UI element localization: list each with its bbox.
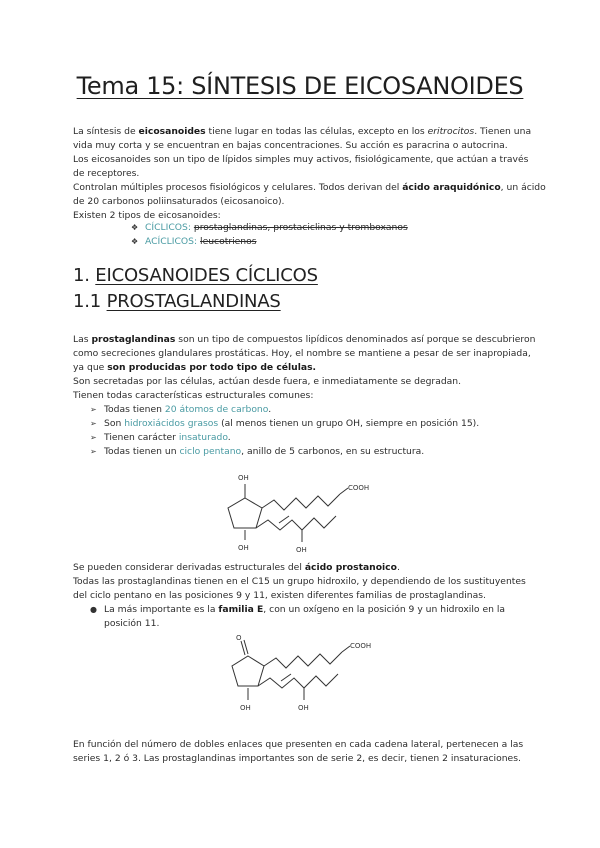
pg-line-4: Son secretadas por las células, actúan desde fuera, e inmediatamente se degradan. <box>73 376 462 387</box>
bold-term: prostaglandinas <box>91 334 176 345</box>
text-run: Las <box>73 334 92 345</box>
deriv-line-1 <box>73 561 533 575</box>
text-run: Controlan múltiples procesos fisiológicos y celulares. Todos derivan del <box>73 182 403 193</box>
section-title: PROSTAGLANDINAS <box>106 291 281 312</box>
type-value: leucotrienos <box>200 236 257 247</box>
text-run: Tienen carácter <box>104 432 179 443</box>
intro-line-4: de receptores. <box>73 168 140 179</box>
text-run: Son <box>104 418 125 429</box>
intro-line-5 <box>73 181 546 195</box>
deriv-line-3: del ciclo pentano en las posiciones 9 y 11, existen diferentes familias de prostaglandinas. <box>73 590 486 601</box>
feature-item <box>90 403 271 417</box>
italic-term: eritrocitos <box>427 126 475 137</box>
alpha-chain <box>262 494 340 510</box>
carboxyl-bond <box>340 488 348 494</box>
oh-top-label: OH <box>238 474 249 482</box>
arrow-bullet-icon: ➢ <box>90 405 97 414</box>
type-label: CÍCLICOS <box>145 222 188 233</box>
text-run: . Tienen una <box>474 126 532 137</box>
teal-term: 20 átomos de carbono <box>164 404 269 415</box>
text-run: ya que <box>73 362 108 373</box>
pg-line-1 <box>73 333 536 347</box>
bold-term: familia E <box>218 604 264 615</box>
intro-line-6: de 20 carbonos poliinsaturados (eicosanoico). <box>73 196 285 207</box>
diamond-bullet-icon: ❖ <box>131 223 139 232</box>
cooh-label: COOH <box>348 484 370 492</box>
type-value: prostaglandinas, prostaciclinas y tromboxanos <box>193 222 408 233</box>
oh-left-label: OH <box>240 704 251 712</box>
dot-bullet-icon: ● <box>90 605 97 614</box>
teal-term: insaturado <box>178 432 228 443</box>
text-run: son un tipo de compuestos lipídicos denominados así porque se descubrieron <box>175 334 536 345</box>
text-run: , anillo de 5 carbonos, en su estructura. <box>241 446 425 457</box>
intro-line-7: Existen 2 tipos de eicosanoides: <box>73 210 221 221</box>
family-e-item-cont: posición 11. <box>104 618 160 629</box>
cooh-label: COOH <box>350 642 372 650</box>
bold-term: ácido araquidónico <box>402 182 501 193</box>
pg-line-2: como secreciones glandulares prostáticas. Hoy, el nombre se mantiene a pesar de ser inapropiada, <box>73 348 531 359</box>
double-bond <box>279 516 289 523</box>
teal-term: ciclo pentano <box>179 446 242 457</box>
cyclopentane-ring <box>228 498 262 528</box>
text-run: , con un oxígeno en la posición 9 y un hidroxilo en la <box>263 604 506 615</box>
text-run: . <box>227 432 231 443</box>
page-title: Tema 15: SÍNTESIS DE EICOSANOIDES <box>76 72 524 100</box>
arrow-bullet-icon: ➢ <box>90 419 97 428</box>
text-run: Se pueden considerar derivadas estructurales del <box>73 562 305 573</box>
pge-structure <box>218 632 388 718</box>
text-run: La más importante es la <box>104 604 219 615</box>
series-line-2: series 1, 2 ó 3. Las prostaglandinas importantes son de serie 2, es decir, tienen 2 insaturaciones. <box>73 753 521 764</box>
carboxyl-bond <box>342 646 350 652</box>
bold-term: ácido prostanoico <box>304 562 397 573</box>
alpha-chain <box>264 652 342 668</box>
bold-term: eicosanoides <box>138 126 206 137</box>
text-run: La síntesis de <box>73 126 139 137</box>
text-run: . <box>396 562 400 573</box>
cyclopentane-ring <box>232 656 264 686</box>
teal-term: hidroxiácidos grasos <box>124 418 219 429</box>
text-run: , un ácido <box>500 182 546 193</box>
text-run: Todas tienen un <box>104 446 180 457</box>
text-run: . <box>268 404 272 415</box>
pg-line-5: Tienen todas características estructurales comunes: <box>73 390 314 401</box>
oh-bottom-right-label: OH <box>296 546 307 554</box>
section-number: 1.1 <box>73 291 107 312</box>
section-heading-1-1 <box>73 291 281 312</box>
intro-line-2: vida muy corta y se encuentran en bajas concentraciones. Su acción es paracrina o autocrina. <box>73 140 508 151</box>
pg-line-3 <box>73 361 533 375</box>
deriv-line-2: Todas las prostaglandinas tienen en el C15 un grupo hidroxilo, y dependiendo de los sustituyentes <box>73 576 526 587</box>
oxygen-label: O <box>236 634 242 642</box>
type-item-acyclic: ❖ ACÍCLICOS: leucotrienos <box>131 236 257 247</box>
omega-chain <box>256 516 336 530</box>
intro-line-1 <box>73 125 533 139</box>
oh-bottom-left-label: OH <box>238 544 249 552</box>
feature-item <box>90 445 424 459</box>
double-bond <box>281 674 291 681</box>
family-e-item <box>90 603 505 617</box>
text-run: (al menos tienen un grupo OH, siempre en posición 15). <box>218 418 480 429</box>
text-run: Todas tienen <box>104 404 165 415</box>
prostanoic-acid-structure <box>218 468 388 560</box>
omega-chain <box>258 674 338 688</box>
text-run: tiene lugar en todas las células, excepto en los <box>205 126 428 137</box>
feature-item <box>90 417 479 431</box>
diamond-bullet-icon: ❖ <box>131 237 139 246</box>
type-item-cyclic: ❖ CÍCLICOS: prostaglandinas, prostaciclinas y tromboxanos <box>131 222 408 233</box>
arrow-bullet-icon: ➢ <box>90 433 97 442</box>
section-heading-1 <box>73 265 318 286</box>
series-line-1: En función del número de dobles enlaces que presenten en cada cadena lateral, pertenecen a las <box>73 739 524 750</box>
type-label: ACÍCLICOS <box>145 236 194 247</box>
arrow-bullet-icon: ➢ <box>90 447 97 456</box>
section-title: EICOSANOIDES CÍCLICOS <box>95 265 318 286</box>
intro-line-3: Los eicosanoides son un tipo de lípidos simples muy activos, fisiológicamente, que actúan a través <box>73 154 529 165</box>
section-number: 1. <box>73 265 96 286</box>
feature-item <box>90 431 231 445</box>
bold-term: son producidas por todo tipo de células. <box>107 362 317 373</box>
oh-right-label: OH <box>298 704 309 712</box>
